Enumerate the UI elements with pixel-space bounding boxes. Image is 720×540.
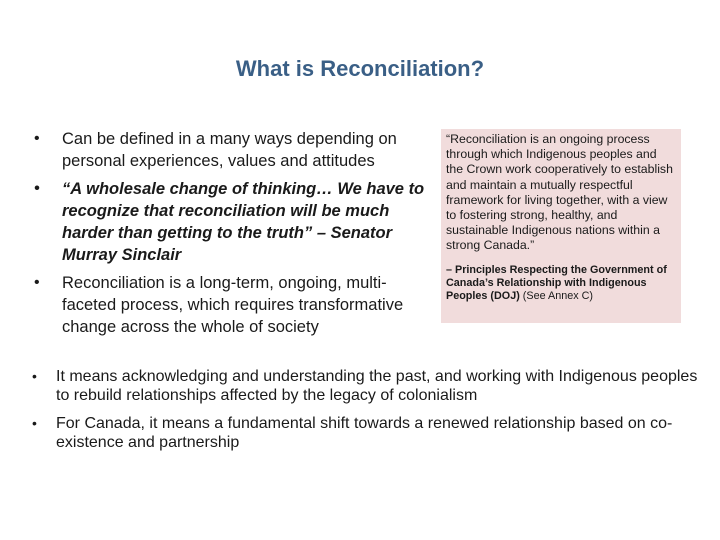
bullet-text: For Canada, it means a fundamental shift towards a renewed relationship based on co-existence and partnership (56, 415, 673, 451)
slide-title: What is Reconciliation? (235, 56, 485, 81)
quote-text: “Reconciliation is an ongoing process through which Indigenous peoples and the Crown work cooperatively to establish and maintain a mutually respectful framework for living together, with a view to fostering strong, healthy, and sustainable Indigenous nations within a strong Canada.” (446, 132, 673, 253)
quote-box (441, 129, 681, 323)
list-item (28, 367, 708, 405)
bullet-icon: • (34, 274, 40, 291)
bullet-icon: • (34, 130, 40, 147)
bullet-icon: • (32, 368, 37, 384)
bullet-text: Can be defined in a many ways depending on personal experiences, values and attitudes (62, 130, 397, 170)
left-bullet-list (30, 128, 440, 344)
list-item (30, 128, 440, 172)
bullet-icon: • (32, 415, 37, 431)
bullet-text: It means acknowledging and understanding the past, and working with Indigenous peoples to rebuild relationships affected by the legacy of colonialism (56, 368, 698, 404)
quote-attribution (446, 264, 676, 303)
attribution-note: (See Annex C) (522, 289, 594, 302)
attribution-source: – Principles Respecting the Government of Canada’s Relationship with Indigenous Peoples (DOJ) (446, 263, 667, 302)
list-item (28, 414, 708, 452)
bullet-icon: • (34, 180, 40, 197)
bullet-text: Reconciliation is a long-term, ongoing, multi-faceted process, which requires transformative change across the whole of society (62, 274, 404, 336)
bullet-text: “A wholesale change of thinking… We have to recognize that reconciliation will be much harder than getting to the truth” – Senator Murray Sinclair (62, 180, 425, 264)
list-item (30, 272, 440, 338)
list-item (30, 178, 440, 266)
bottom-bullet-list (28, 367, 708, 461)
